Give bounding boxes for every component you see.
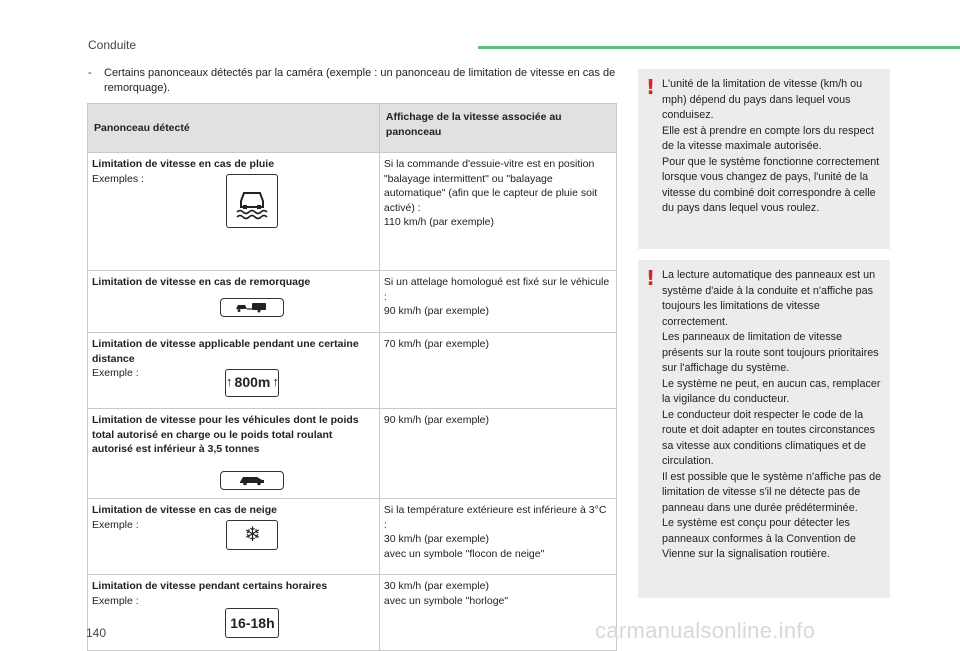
table-row bbox=[88, 499, 617, 575]
row-title: Limitation de vitesse pour les véhicules dont le poids total autorisé en charge ou le poids total roulant autorisé est inférieur à 3,5 tonnes bbox=[92, 414, 359, 455]
distance-sign-text: 800m bbox=[234, 374, 271, 391]
table-header-row bbox=[88, 104, 617, 153]
table-row bbox=[88, 575, 617, 651]
table-row bbox=[88, 271, 617, 333]
table-row bbox=[88, 333, 617, 409]
table-row bbox=[88, 409, 617, 499]
exclamation-icon: ! bbox=[646, 266, 656, 290]
sign-cell bbox=[88, 271, 380, 333]
distance-sign-icon: ↑ 800m ↑ bbox=[225, 369, 279, 397]
page-number: 140 bbox=[86, 626, 107, 640]
example-label: Exemple : bbox=[92, 367, 139, 379]
section-title: Conduite bbox=[88, 38, 137, 52]
speed-cell: 30 km/h (par exemple) avec un symbole "horloge" bbox=[379, 575, 616, 651]
sign-cell bbox=[88, 333, 380, 409]
row-title: Limitation de vitesse pendant certains horaires bbox=[92, 580, 328, 592]
example-label: Exemple : bbox=[92, 594, 139, 607]
trailer-sign-icon bbox=[220, 298, 284, 317]
row-title: Limitation de vitesse en cas de pluie bbox=[92, 158, 275, 170]
sign-cell bbox=[88, 575, 380, 651]
row-title: Limitation de vitesse applicable pendant une certaine distance bbox=[92, 338, 359, 365]
speed-cell: Si un attelage homologué est fixé sur le véhicule : 90 km/h (par exemple) bbox=[379, 271, 616, 333]
sign-cell bbox=[88, 499, 380, 575]
example-label: Exemples : bbox=[92, 172, 144, 185]
signs-table bbox=[87, 103, 617, 651]
speed-cell: 90 km/h (par exemple) bbox=[379, 409, 616, 499]
time-sign-icon: 16-18h bbox=[225, 608, 279, 638]
snowflake-sign-icon: ❄ bbox=[226, 520, 278, 550]
speed-cell: Si la commande d'essuie-vitre est en position "balayage intermittent" ou "balayage automatique" (afin que le capteur de pluie soit activé) : 110 km/h (par exemple) bbox=[379, 153, 616, 271]
rain-sign-icon bbox=[226, 174, 278, 228]
note-text: L'unité de la limitation de vitesse (km/h ou mph) dépend du pays dans lequel vous conduisez. Elle est à prendre en compte lors du respect de la vitesse maximale autorisée. Pour que le système fonctionne correctement lorsque vous changez de pays, l'unité de la vitesse du combiné doit correspondre à celle du pays dans lequel vous roulez. bbox=[662, 78, 880, 214]
warning-note bbox=[638, 260, 890, 598]
note-text: La lecture automatique des panneaux est un système d'aide à la conduite et n'affiche pas toujours les limitations de vitesse correctement. Les panneaux de limitation de vitesse présents sur la route sont toujours prioritaires sur l'affichage du système. Le système ne peut, en aucun cas, remplacer la vigilance du conducteur. Le conducteur doit respecter le code de la route et doit adapter en toutes circonstances sa vitesse aux conditions climatiques et de circulation. Il est possible que le système n'affiche pas de limitation de vitesse s'il ne détecte pas de panneau dans une durée prédéterminée. Le système est conçu pour détecter les panneaux conformes à la Convention de Vienne sur la signalisation routière. bbox=[662, 269, 882, 560]
example-label: Exemple : bbox=[92, 518, 139, 531]
table-row bbox=[88, 153, 617, 271]
intro-paragraph bbox=[88, 66, 616, 96]
sign-cell bbox=[88, 153, 380, 271]
header-detected-sign: Panonceau détecté bbox=[88, 104, 380, 153]
header-accent-line bbox=[478, 46, 960, 49]
speed-cell: Si la température extérieure est inférieure à 3°C : 30 km/h (par exemple) avec un symbole "flocon de neige" bbox=[379, 499, 616, 575]
row-title: Limitation de vitesse en cas de neige bbox=[92, 504, 277, 516]
sign-cell bbox=[88, 409, 380, 499]
row-title: Limitation de vitesse en cas de remorquage bbox=[92, 276, 311, 288]
speed-cell: 70 km/h (par exemple) bbox=[379, 333, 616, 409]
exclamation-icon: ! bbox=[646, 75, 656, 99]
watermark: carmanualsonline.info bbox=[595, 618, 816, 643]
header-speed-display: Affichage de la vitesse associée au panonceau bbox=[379, 104, 616, 153]
warning-note bbox=[638, 69, 890, 249]
intro-dash: - bbox=[88, 67, 92, 79]
intro-text: Certains panonceaux détectés par la caméra (exemple : un panonceau de limitation de vitesse en cas de remorquage). bbox=[104, 67, 616, 94]
car-sign-icon bbox=[220, 471, 284, 490]
